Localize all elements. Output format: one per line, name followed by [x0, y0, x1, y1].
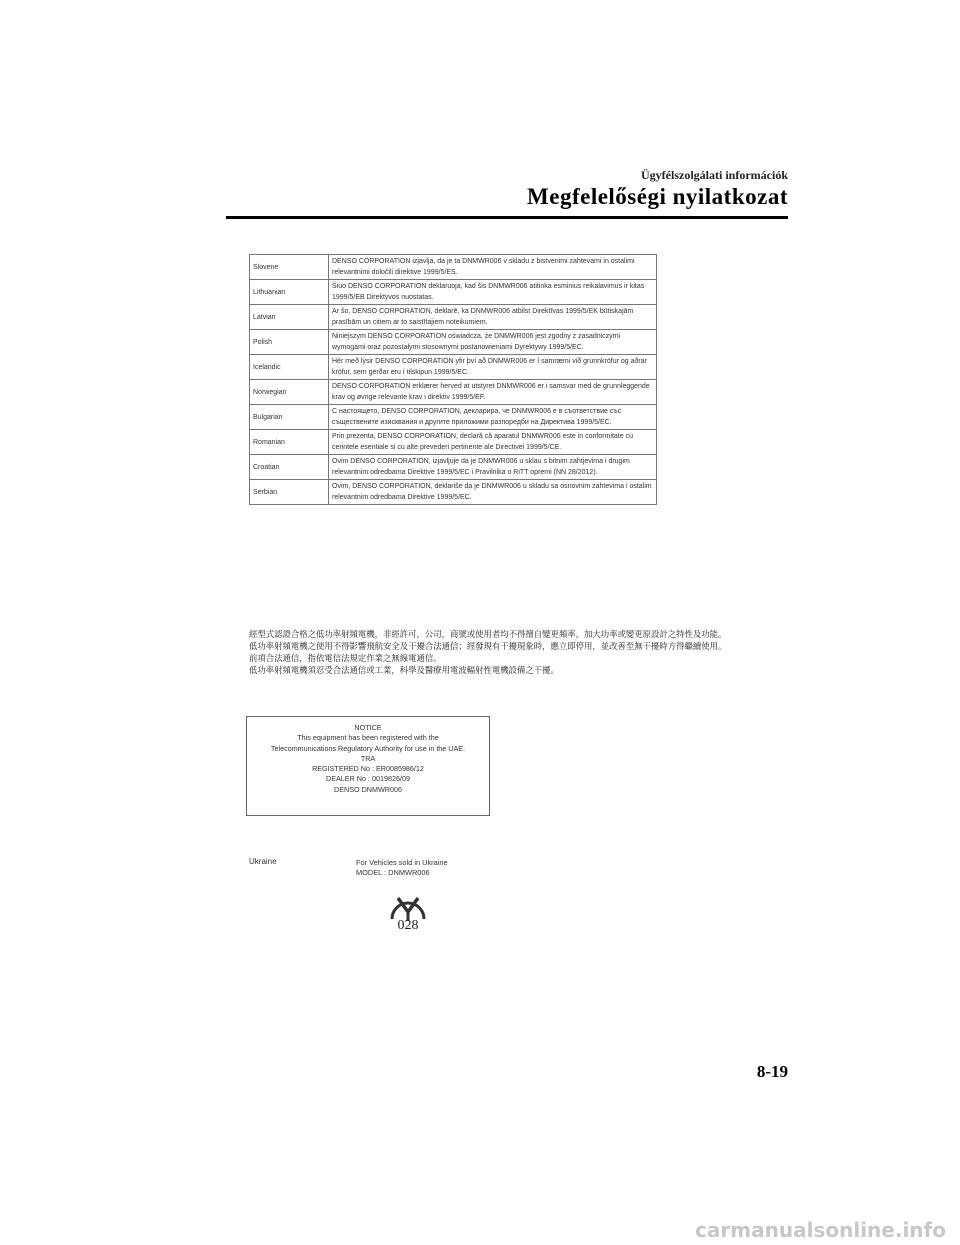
- declaration-row: [250, 330, 657, 355]
- declaration-row: [250, 480, 657, 505]
- declaration-row: [250, 455, 657, 480]
- taiwan-notice-line: 經型式認證合格之低功率射頻電機，非經許可，公司，商號或使用者均不得擅自變更頻率，加大功率或變更原設計之特性及功能。: [249, 629, 727, 639]
- declaration-language: Lithuanian: [250, 280, 329, 305]
- declaration-text: Ovim DENSO CORPORATION, izjavljuje da je DNMWR006 u sklau s bitnim zahtjevima i drugim relevantnim odredbama Direktive 1999/5/EC i Pravilnika o RiTT opremi (NN 28/2012).: [329, 455, 657, 480]
- declaration-language: Polish: [250, 330, 329, 355]
- declaration-text: Ovim, DENSO CORPORATION, deklariše da je DNMWR006 u skladu sa osnovnim zahtevima i ostalim relevantnim odredbama Direktive 1999/5/EC.: [329, 480, 657, 505]
- declaration-row: [250, 355, 657, 380]
- declaration-text: DENSO CORPORATION erklærer herved at utstyret DNMWR006 er i samsvar med de grunnleggende krav og øvrige relevante krav i direktiv 1999/5/EF.: [329, 380, 657, 405]
- declaration-language: Icelandic: [250, 355, 329, 380]
- declaration-text: Ar šo, DENSO CORPORATION, deklarē, ka DNMWR006 atbilst Direktīvas 1999/5/EK būtiskajām prasībām un citiem ar to saistītajiem noteikumiem.: [329, 305, 657, 330]
- uae-notice-line: DENSO DNMWR006: [334, 784, 402, 794]
- taiwan-notice-line: 低功率射頻電機之使用不得影響飛航安全及干擾合法通信；經發現有干擾現象時，應立即停用，並改善至無干擾時方得繼續使用。: [249, 641, 727, 651]
- declaration-text: Prin prezenta, DENSO CORPORATION, declară că aparatul DNMWR006 este in conformitate cu cerintele esentiale si cu alte prevederi pertinente ale Directivei 1999/5/CE.: [329, 430, 657, 455]
- declaration-text: Hér með lýsir DENSO CORPORATION yfir því að DNMWR006 er í samræmi við grunnkröfur og aðrar kröfur, sem gerðar eru í tilskipun 1999/5/EC.: [329, 355, 657, 380]
- declaration-language: Bulgarian: [250, 405, 329, 430]
- section-title: Ügyfélszolgálati információk: [641, 168, 788, 182]
- declaration-text: Šiuo DENSO CORPORATION deklaruoja, kad šis DNMWR006 atitinka esminius reikalavimus ir kitas 1999/5/EB Direktyvos nuostatas.: [329, 280, 657, 305]
- ukraine-line: For Vehicles sold in Ukraine: [356, 858, 448, 867]
- declaration-language: Croatian: [250, 455, 329, 480]
- ukraine-label: Ukraine: [249, 857, 277, 866]
- watermark: carmanualsonline.info: [695, 1218, 946, 1242]
- taiwan-notice-line: 低功率射頻電機須忍受合法通信或工業，科學及醫療用電波輻射性電機設備之干擾。: [249, 665, 559, 675]
- declaration-language: Romanian: [250, 430, 329, 455]
- declaration-row: [250, 255, 657, 280]
- declaration-row: [250, 305, 657, 330]
- taiwan-notice-line: 前項合法通信，指依電信法規定作業之無線電通信。: [249, 653, 442, 663]
- declaration-text: С настоящето, DENSO CORPORATION, декларира, че DNMWR006 е в съответствие със съществените изисквания и другите приложими разпоредби на Директива 1999/5/ЕС.: [329, 405, 657, 430]
- uae-notice-line: NOTICE: [354, 723, 382, 732]
- ukraine-text: [356, 858, 448, 878]
- page-number: 8-19: [756, 1062, 788, 1081]
- uae-notice-line: This equipment has been registered with the: [297, 733, 439, 743]
- declaration-row: [250, 380, 657, 405]
- declaration-language: Serbian: [250, 480, 329, 505]
- taiwan-notice: [249, 628, 769, 676]
- chapter-title: Megfelelőségi nyilatkozat: [527, 184, 788, 209]
- declaration-language: Latvian: [250, 305, 329, 330]
- uae-notice-line: REGISTERED No : ER0085986/12: [312, 764, 424, 774]
- declaration-row: [250, 405, 657, 430]
- ukraine-mark-code: 028: [397, 918, 419, 933]
- header-rule: [226, 216, 788, 219]
- declaration-language: Slovene: [250, 255, 329, 280]
- declaration-row: [250, 280, 657, 305]
- declaration-language: Norwegian: [250, 380, 329, 405]
- uae-notice-line: Telecommunications Regulatory Authority for use in the UAE.: [270, 743, 466, 753]
- declaration-text: DENSO CORPORATION izjavlja, da je ta DNMWR006 v skladu z bistvenimi zahtevami in ostalimi relevantnimi določili direktive 1999/5/ES.: [329, 255, 657, 280]
- declaration-row: [250, 430, 657, 455]
- uae-notice-line: TRA: [360, 753, 376, 763]
- uae-notice-box: [246, 716, 490, 816]
- ukraine-line: MODEL : DNMWR006: [356, 868, 430, 877]
- declaration-text: Niniejszym DENSO CORPORATION oświadcza, że DNMWR006 jest zgodny z zasadniczymi wymogami oraz pozostałymi stosownymi postanowieniami Dyrektywy 1999/5/EC.: [329, 330, 657, 355]
- uae-notice-line: DEALER No : 0019826/09: [326, 774, 410, 784]
- declarations-table: [249, 254, 657, 505]
